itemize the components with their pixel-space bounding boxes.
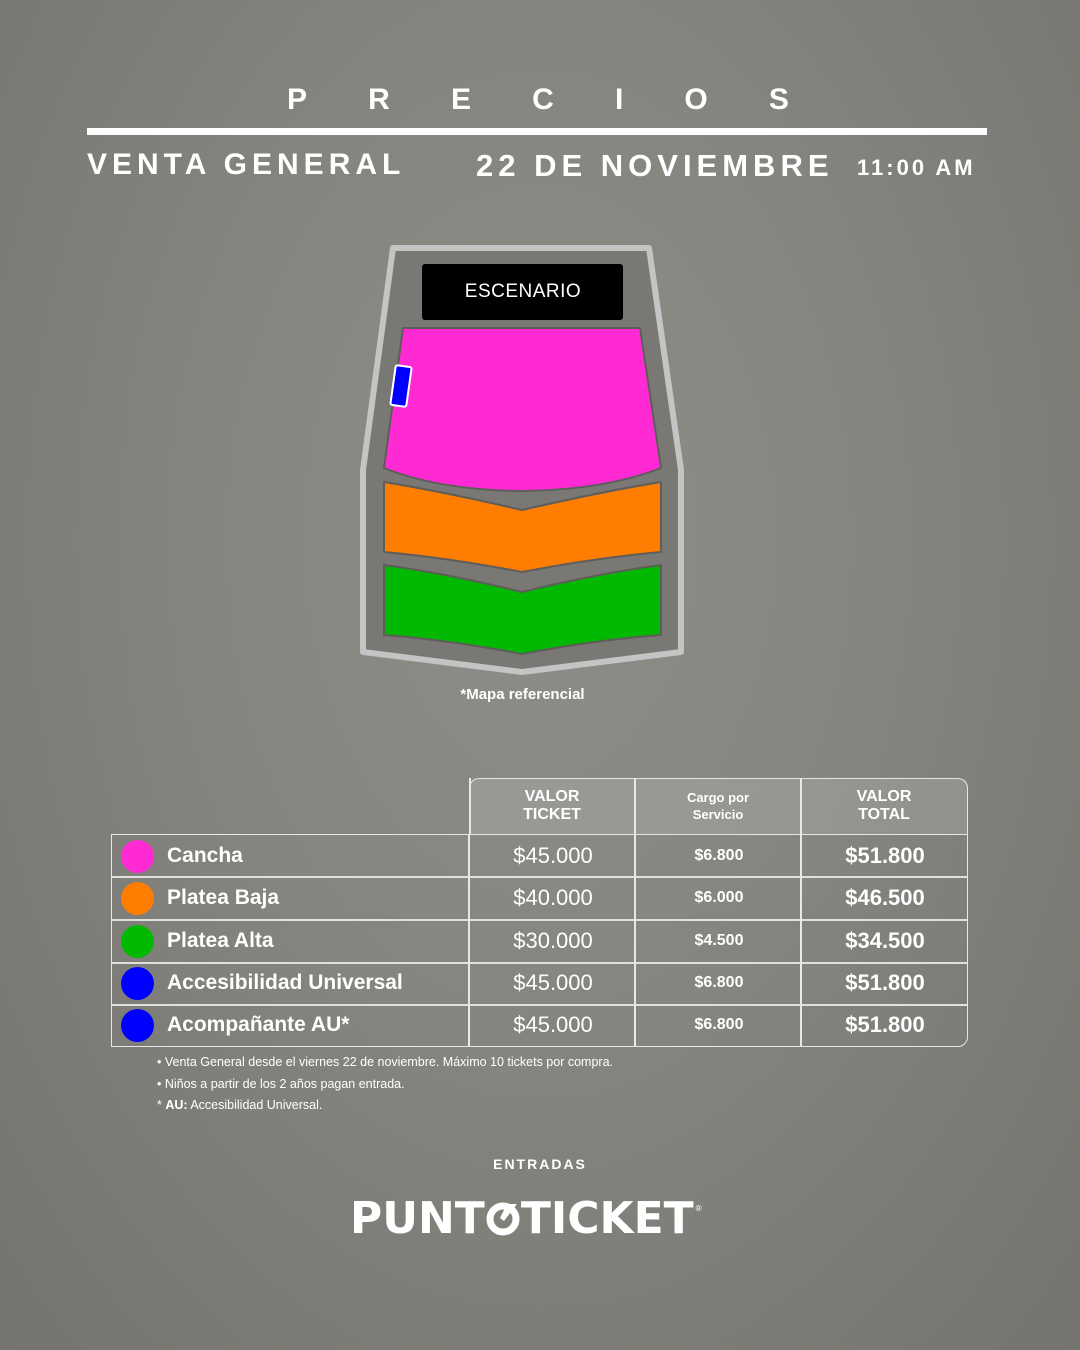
- column-divider: [800, 778, 802, 1046]
- total-price: $51.800: [845, 843, 925, 868]
- footnotes: [157, 1052, 613, 1117]
- service-fee: $6.000: [694, 889, 744, 906]
- venue-map: [355, 240, 690, 680]
- table-row: [112, 835, 968, 877]
- total-price: $51.800: [845, 1012, 925, 1037]
- table-row: [112, 920, 968, 962]
- puntoticket-logo[interactable]: [350, 1195, 735, 1243]
- header-ticket-line1: VALOR: [524, 788, 580, 805]
- header-total-line2: TOTAL: [858, 806, 910, 823]
- table-row: [112, 1004, 968, 1046]
- service-fee: $6.800: [694, 847, 744, 864]
- table-body: [111, 834, 968, 1047]
- table-row: [112, 962, 968, 1004]
- title-divider: [87, 128, 987, 135]
- zone-color-dot: [121, 840, 154, 873]
- header-ticket-value: [469, 778, 635, 834]
- header-total-value: [801, 778, 967, 834]
- ticket-price: $45.000: [513, 970, 593, 995]
- title-letter: C: [532, 83, 554, 116]
- zone-color-dot: [121, 882, 154, 915]
- zone-color-dot: [121, 1009, 154, 1042]
- ticket-price: $45.000: [513, 843, 593, 868]
- service-fee: $6.800: [694, 974, 744, 991]
- header-total-line1: VALOR: [856, 788, 912, 805]
- zone-cancha: [384, 328, 661, 491]
- total-price: $34.500: [845, 928, 925, 953]
- registered-mark: ®: [694, 1204, 703, 1213]
- footnote-children: • Niños a partir de los 2 años pagan entrada.: [157, 1076, 405, 1091]
- zone-name: Cancha: [167, 844, 243, 867]
- column-divider: [469, 778, 471, 834]
- title-letter: E: [450, 83, 471, 116]
- service-fee: $6.800: [694, 1016, 744, 1033]
- zone-name: Accesibilidad Universal: [167, 971, 403, 994]
- zone-color-dot: [121, 925, 154, 958]
- title-letter: I: [614, 83, 624, 116]
- footnote-au: [157, 1095, 613, 1117]
- header-fee-line2: Servicio: [692, 807, 744, 822]
- sale-info: [87, 145, 992, 185]
- page-title: [87, 80, 987, 120]
- ticket-price: $40.000: [513, 885, 593, 910]
- ticket-price: $30.000: [513, 928, 593, 953]
- sale-date: 22 DE NOVIEMBRE: [476, 148, 834, 183]
- zone-name: Platea Baja: [167, 886, 280, 909]
- price-table: [111, 778, 969, 1048]
- title-letter: S: [768, 83, 789, 116]
- sale-label: VENTA GENERAL: [87, 148, 406, 181]
- stage-label: ESCENARIO: [464, 281, 582, 302]
- column-divider: [634, 778, 636, 1046]
- footnote-au-term: AU:: [165, 1098, 188, 1112]
- header-fee-line1: Cargo por: [686, 790, 750, 805]
- column-divider: [468, 834, 470, 1046]
- footnote-au-prefix: *: [157, 1098, 166, 1112]
- header-ticket-line2: TICKET: [523, 806, 581, 823]
- map-note: *Mapa referencial: [460, 686, 585, 703]
- entradas-label: ENTRADAS: [493, 1156, 587, 1172]
- zone-name: Platea Alta: [167, 929, 274, 952]
- zone-color-dot: [121, 967, 154, 1000]
- logo-text-ticket: TICKET: [520, 1193, 694, 1244]
- total-price: $51.800: [845, 970, 925, 995]
- title-letter: R: [368, 83, 390, 116]
- title-letter: P: [287, 83, 308, 116]
- total-price: $46.500: [845, 885, 925, 910]
- header-service-fee: [635, 778, 801, 834]
- zone-name: Acompañante AU*: [167, 1013, 350, 1036]
- footnote-sale: • Venta General desde el viernes 22 de noviembre. Máximo 10 tickets por compra.: [157, 1055, 613, 1069]
- table-row: [112, 877, 968, 919]
- logo-text-punt: PUNT: [350, 1193, 485, 1244]
- service-fee: $4.500: [694, 932, 744, 949]
- ticket-price: $45.000: [513, 1012, 593, 1037]
- title-letter: O: [684, 83, 708, 116]
- logo-ticket-o-icon: [486, 1195, 520, 1243]
- footnote-au-definition: Accesibilidad Universal.: [187, 1098, 323, 1112]
- sale-time: 11:00 AM: [857, 155, 976, 180]
